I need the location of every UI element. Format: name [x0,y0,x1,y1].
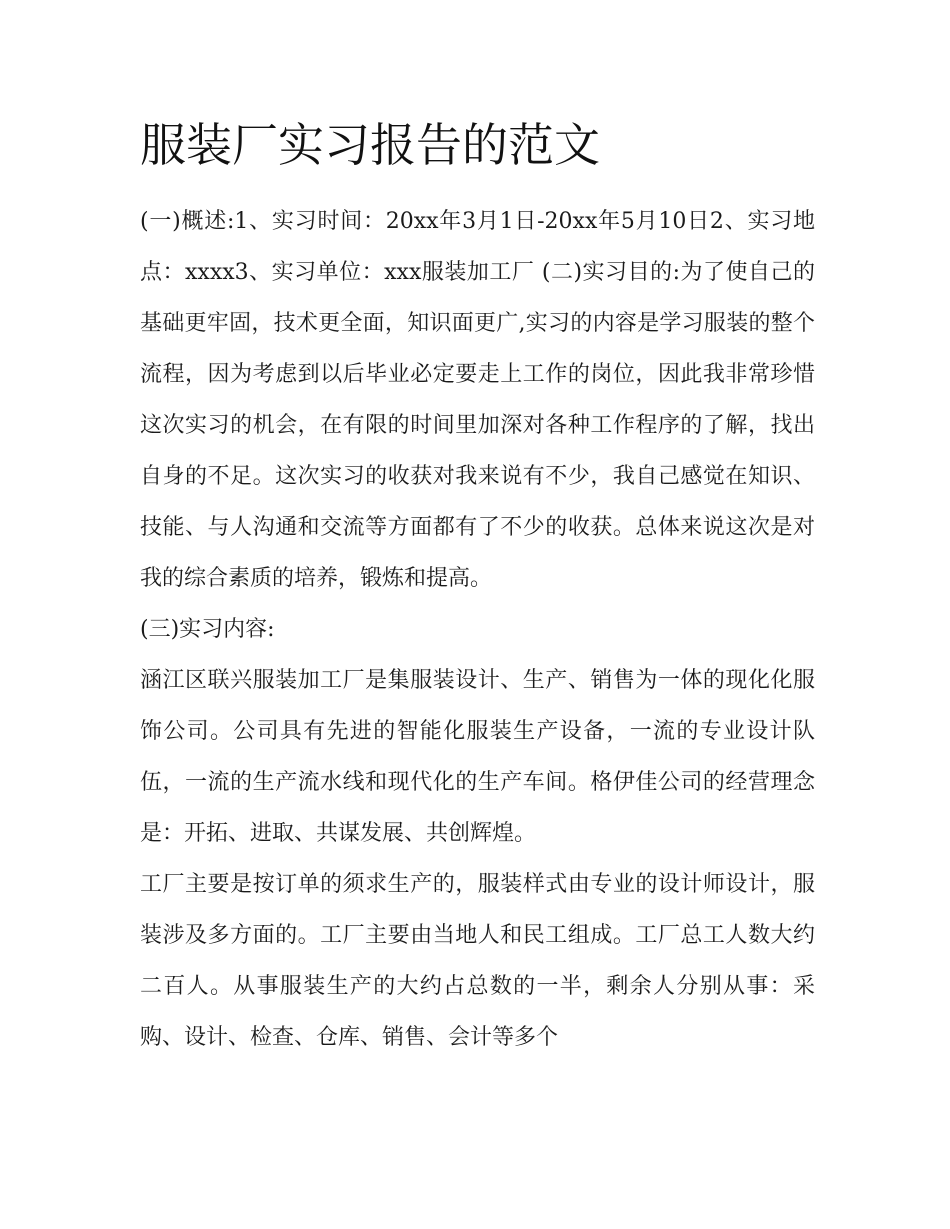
paragraph-factory-staff: 工厂主要是按订单的须求生产的，服装样式由专业的设计师设计，服装涉及多方面的。工厂主要由当地人和民工组成。工厂总工人数大约二百人。从事服装生产的大约占总数的一半，剩余人分别从事：采购、设计、检查、仓库、销售、会计等多个 [140,872,815,1050]
paragraph-overview: (一)概述:1、实习时间：20xx年3月1日-20xx年5月10日2、实习地点：xxxx3、实习单位：xxx服装加工厂 (二)实习目的:为了使自己的基础更牢固，技术更全面，知识面更广,实习的内容是学习服装的整个流程，因为考虑到以后毕业必定要走上工作的岗位，因此我非常珍惜这次实习的机会，在有限的时间里加深对各种工作程序的了解，找出自身的不足。这次实习的收获对我来说有不少，我自己感觉在知识、技能、与人沟通和交流等方面都有了不少的收获。总体来说这次是对我的综合素质的培养，锻炼和提高。 [140,209,815,591]
paragraph-company-intro: 涵江区联兴服装加工厂是集服装设计、生产、销售为一体的现化化服饰公司。公司具有先进的智能化服装生产设备，一流的专业设计队伍，一流的生产流水线和现代化的生产车间。格伊佳公司的经营理念是：开拓、进取、共谋发展、共创辉煌。 [140,668,815,846]
document-body [140,196,815,1063]
paragraph-section-heading: (三)实习内容: [140,617,275,642]
document-title: 服装厂实习报告的范文 [140,118,600,172]
